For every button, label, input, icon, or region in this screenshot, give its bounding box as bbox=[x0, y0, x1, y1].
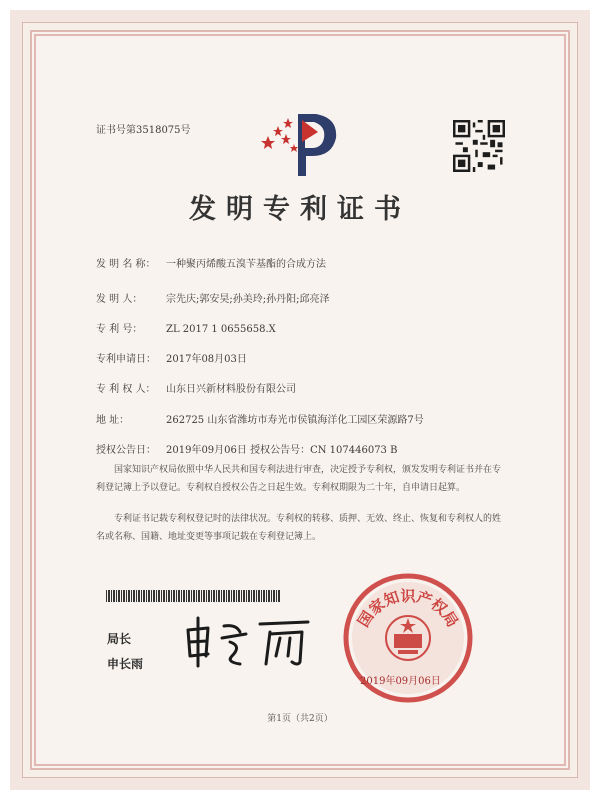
field-grant-date bbox=[96, 441, 397, 456]
field-invention-name bbox=[96, 255, 326, 270]
field-value: 2017年08月03日 bbox=[166, 354, 247, 365]
field-value: 宗先庆;郭安昊;孙美玲;孙丹阳;邱亮泽 bbox=[166, 294, 330, 305]
qr-code bbox=[453, 120, 505, 172]
seal-date: 2019年09月06日 bbox=[360, 676, 441, 687]
director-signature bbox=[180, 612, 320, 672]
field-label: 地 址： bbox=[96, 415, 130, 426]
director-title: 局长 bbox=[107, 632, 132, 646]
statement-paragraph: 国家知识产权局依照中华人民共和国专利法进行审查，决定授予专利权，颁发发明专利证书并在专利登记簿上予以登记。专利权自授权公告之日起生效。专利权期限为二十年，自申请日起算。 bbox=[96, 465, 502, 493]
field-label: 发 明 名 称： bbox=[96, 259, 156, 270]
page-title: 发明专利证书 bbox=[189, 194, 411, 225]
field-label: 专利申请日： bbox=[96, 354, 156, 365]
field-application-date bbox=[96, 350, 247, 365]
field-value: 2019年09月06日 授权公告号：CN 107446073 B bbox=[166, 445, 398, 456]
page-number: 第1页（共2页） bbox=[267, 714, 333, 724]
field-value: 262725 山东省潍坊市寿光市侯镇海洋化工园区荣源路7号 bbox=[166, 415, 424, 426]
seal-text: 国家知识产权局 bbox=[354, 587, 462, 631]
barcode bbox=[106, 590, 281, 602]
legal-status-paragraph: 专利证书记载专利权登记时的法律状况。专利权的转移、质押、无效、终止、恢复和专利权人的姓名或名称、国籍、地址变更等事项记载在专利登记簿上。 bbox=[96, 514, 502, 542]
field-label: 专 利 号： bbox=[96, 324, 143, 335]
official-seal bbox=[338, 568, 478, 708]
field-value: 山东日兴新材料股份有限公司 bbox=[166, 384, 296, 395]
field-label: 授权公告日： bbox=[96, 445, 156, 456]
field-patentee bbox=[96, 380, 296, 395]
field-value: ZL 2017 1 0655658.X bbox=[166, 324, 276, 335]
patent-office-logo bbox=[258, 104, 348, 184]
director-name: 申长雨 bbox=[107, 657, 144, 671]
field-label: 发 明 人： bbox=[96, 294, 143, 305]
field-address bbox=[96, 411, 424, 426]
field-inventors bbox=[96, 290, 329, 305]
certificate-number: 证书号第3518075号 bbox=[96, 125, 191, 136]
field-value: 一种聚丙烯酸五溴苄基酯的合成方法 bbox=[166, 259, 326, 270]
field-label: 专 利 权 人： bbox=[96, 384, 156, 395]
field-patent-number bbox=[96, 320, 276, 335]
